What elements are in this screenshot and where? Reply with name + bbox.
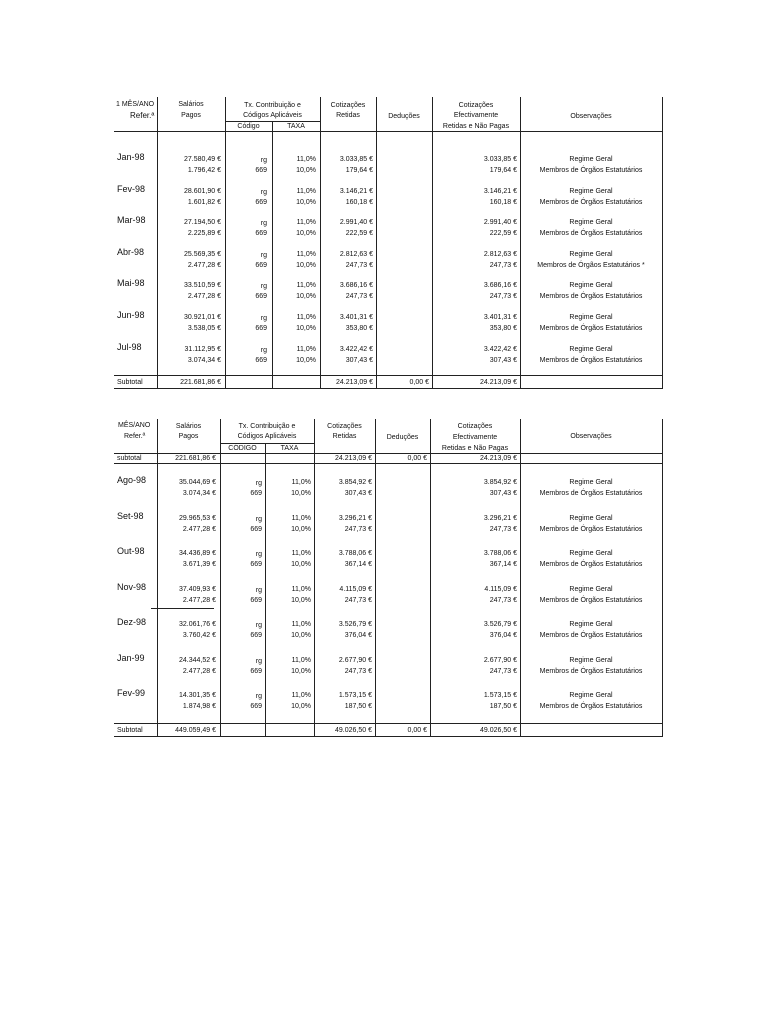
row-effective-2: 367,14 € [489, 561, 517, 568]
grid-line [520, 419, 521, 737]
row-observation-1: Regime Geral [569, 656, 613, 664]
row-rate-1: 11,0% [296, 345, 316, 353]
row-salary-1: 35.044,69 € [179, 479, 216, 486]
row-month: Jun-98 [117, 310, 145, 320]
subtotal-effective: 49.026,50 € [480, 727, 517, 734]
carry-label: subtotal [117, 455, 142, 462]
row-rate-1: 11,0% [291, 621, 311, 628]
row-effective-2: 222,59 € [489, 230, 517, 238]
row-salary-1: 33.510,59 € [184, 282, 221, 290]
row-observation-2: Membros de Órgãos Estatutários [539, 198, 643, 206]
row-rate-2: 10,0% [296, 230, 316, 238]
row-salary-2: 2.225,89 € [187, 230, 221, 238]
row-effective-2: 160,18 € [489, 198, 517, 206]
row-withheld-1: 4.115,09 € [339, 585, 372, 593]
row-month: Jan-98 [117, 152, 145, 162]
row-month: Dez-98 [117, 617, 147, 627]
row-withheld-1: 3.033,85 € [339, 156, 373, 163]
grid-line [114, 463, 662, 464]
row-code-2: 669 [250, 596, 262, 604]
row-effective-1: 3.686,16 € [483, 282, 517, 290]
row-observation-2: Membros de Órgãos Estatutários [539, 356, 643, 364]
row-withheld-1: 3.854,92 € [338, 479, 372, 486]
row-salary-1: 32.061,76 € [179, 621, 216, 628]
row-rate-2: 10,0% [291, 667, 311, 675]
header-effective-3: Retidas e Não Pagas [441, 445, 509, 452]
grid-line [114, 388, 662, 389]
header-code: Código [237, 123, 260, 130]
row-rate-1: 11,0% [291, 550, 311, 557]
row-observation-2: Membros de Órgãos Estatutários [539, 632, 643, 639]
row-rate-2: 10,0% [296, 325, 316, 332]
row-effective-2: 247,73 € [489, 667, 517, 675]
row-withheld-1: 1.573,15 € [338, 692, 372, 699]
header-withheld: Cotizações [327, 423, 362, 430]
row-salary-1: 37.409,93 € [179, 585, 216, 593]
row-code-2: 669 [255, 198, 267, 206]
header-withheld-2: Retidas [336, 112, 360, 119]
header-rate: TAXA [287, 123, 305, 130]
row-observation-2: Membros de Órgãos Estatutários [539, 325, 643, 332]
row-observation-2: Membros de Órgãos Estatutários * [537, 261, 645, 269]
row-effective-1: 3.526,79 € [483, 621, 517, 628]
contributions-table-1 [114, 97, 662, 389]
row-withheld-2: 367,14 € [344, 561, 372, 568]
row-code-1: rg [260, 251, 267, 259]
row-code-2: 669 [255, 230, 267, 238]
row-observation-1: Regime Geral [569, 692, 613, 699]
row-month: Ago-98 [117, 475, 147, 485]
row-observation-2: Membros de Órgãos Estatutários [539, 490, 643, 497]
row-withheld-2: 179,64 € [345, 167, 373, 174]
row-observation-1: Regime Geral [569, 345, 613, 353]
grid-line [220, 419, 221, 737]
row-code-1: rg [260, 188, 267, 196]
subtotal-deductions: 0,00 € [409, 379, 429, 386]
row-salary-2: 3.671,39 € [182, 561, 216, 568]
row-code-2: 669 [255, 325, 267, 332]
row-code-1: rg [255, 480, 262, 487]
row-withheld-1: 3.296,21 € [338, 514, 372, 522]
row-rate-2: 10,0% [296, 356, 316, 364]
row-effective-2: 179,64 € [489, 167, 517, 174]
row-effective-2: 187,50 € [489, 703, 517, 710]
row-code-2: 669 [250, 561, 262, 568]
row-withheld-1: 3.526,79 € [338, 621, 372, 628]
row-rate-2: 10,0% [291, 525, 311, 533]
row-code-2: 669 [255, 293, 267, 301]
row-observation-1: Regime Geral [569, 585, 613, 593]
row-withheld-2: 160,18 € [345, 198, 373, 206]
row-rate-1: 11,0% [291, 585, 311, 593]
row-code-1: rg [260, 157, 267, 164]
grid-line [114, 723, 662, 724]
row-effective-1: 3.854,92 € [483, 479, 517, 486]
row-observation-2: Membros de Órgãos Estatutários [539, 703, 643, 710]
row-effective-2: 247,73 € [489, 293, 517, 301]
header-tax: Tx. Contribuição e [238, 423, 296, 430]
header-month: MÊS/ANO [118, 422, 151, 429]
row-observation-2: Membros de Órgãos Estatutários [539, 525, 643, 533]
grid-line [114, 736, 662, 737]
grid-line [375, 419, 376, 737]
header-code: CÓDIGO [228, 445, 257, 452]
grid-line [157, 419, 158, 737]
carry-effective: 24.213,09 € [480, 455, 517, 462]
row-withheld-2: 247,73 € [345, 293, 373, 301]
row-withheld-1: 2.991,40 € [339, 219, 373, 227]
row-salary-2: 1.601,82 € [187, 198, 221, 206]
header-salaries: Salários [178, 101, 204, 108]
grid-line [662, 419, 663, 737]
row-effective-2: 247,73 € [489, 525, 517, 533]
row-withheld-1: 2.677,90 € [338, 656, 372, 664]
row-observation-1: Regime Geral [569, 314, 613, 321]
row-month: Fev-99 [117, 688, 146, 698]
row-withheld-2: 376,04 € [344, 632, 372, 639]
row-rate-1: 11,0% [291, 692, 311, 699]
row-observation-2: Membros de Órgãos Estatutários [539, 167, 643, 174]
header-month-ref: Refer.ª [130, 111, 155, 120]
grid-line [151, 608, 214, 609]
row-salary-2: 3.074,34 € [187, 356, 221, 364]
row-salary-1: 25.569,35 € [184, 250, 221, 258]
row-effective-1: 2.991,40 € [483, 219, 517, 227]
row-effective-1: 3.033,85 € [483, 156, 517, 163]
row-withheld-1: 3.401,31 € [339, 314, 373, 321]
header-salaries: Salários [175, 423, 202, 430]
row-salary-1: 28.601,90 € [184, 187, 221, 195]
row-withheld-2: 187,50 € [344, 703, 372, 710]
row-salary-1: 30.921,01 € [184, 314, 221, 321]
row-withheld-2: 222,59 € [345, 230, 373, 238]
row-code-1: rg [260, 315, 267, 322]
header-tax-codes: Códigos Aplicáveis [237, 433, 297, 440]
row-rate-1: 11,0% [291, 479, 311, 486]
row-salary-1: 34.436,89 € [179, 550, 216, 557]
row-salary-1: 14.301,35 € [179, 692, 216, 699]
header-month-ref: Refer.ª [124, 433, 146, 440]
subtotal-withheld: 49.026,50 € [335, 727, 372, 734]
grid-line [662, 97, 663, 389]
row-code-2: 669 [255, 356, 267, 364]
row-observation-1: Regime Geral [569, 219, 613, 227]
row-observation-2: Membros de Órgãos Estatutários [539, 561, 643, 568]
header-effective-3: Retidas e Não Pagas [442, 123, 510, 130]
row-withheld-2: 247,73 € [345, 261, 373, 269]
subtotal-effective: 24.213,09 € [480, 379, 517, 386]
header-observations: Observações [570, 433, 612, 440]
header-effective: Cotizações [457, 423, 493, 430]
row-salary-2: 1.796,42 € [187, 167, 221, 174]
subtotal-deductions: 0,00 € [407, 727, 427, 734]
row-month: Out-98 [117, 546, 145, 556]
row-withheld-2: 247,73 € [344, 596, 372, 604]
row-rate-2: 10,0% [291, 632, 311, 639]
row-effective-1: 2.812,63 € [483, 250, 517, 258]
row-rate-2: 10,0% [291, 490, 311, 497]
row-salary-1: 31.112,95 € [184, 345, 221, 353]
header-salaries-paid: Pagos [178, 433, 199, 440]
row-code-1: rg [260, 346, 267, 354]
subtotal-salaries: 449.059,49 € [175, 727, 216, 734]
row-rate-2: 10,0% [296, 293, 316, 301]
row-effective-1: 2.677,90 € [483, 656, 517, 664]
grid-line [114, 131, 662, 132]
row-rate-1: 11,0% [296, 314, 316, 321]
carry-salaries: 221.681,86 € [175, 455, 216, 462]
row-month: Jan-99 [117, 652, 145, 663]
row-withheld-1: 3.146,21 € [339, 187, 373, 195]
row-rate-1: 11,0% [291, 514, 311, 522]
row-observation-1: Regime Geral [569, 156, 613, 163]
row-observation-1: Regime Geral [569, 250, 613, 258]
subtotal-salaries: 221.681,86 € [180, 379, 221, 386]
carry-withheld: 24.213,09 € [335, 455, 372, 462]
subtotal-label: Subtotal [117, 727, 143, 734]
row-code-1: rg [260, 283, 267, 291]
row-rate-2: 10,0% [296, 198, 316, 206]
grid-line [376, 97, 377, 389]
carry-deductions: 0,00 € [407, 455, 427, 462]
row-observation-1: Regime Geral [569, 282, 613, 290]
grid-line [114, 375, 662, 376]
row-withheld-1: 2.812,63 € [339, 250, 373, 258]
row-code-1: rg [255, 693, 262, 700]
row-salary-2: 2.477,28 € [182, 667, 216, 675]
row-rate-1: 11,0% [296, 282, 316, 290]
row-code-1: rg [255, 551, 262, 558]
contributions-table-2 [114, 419, 662, 737]
row-salary-1: 27.580,49 € [184, 156, 221, 163]
row-code-2: 669 [255, 167, 267, 174]
row-rate-1: 11,0% [296, 219, 316, 227]
row-withheld-1: 3.422,42 € [339, 345, 373, 353]
row-salary-2: 2.477,28 € [187, 261, 221, 269]
header-tax-codes: Códigos Aplicáveis [243, 112, 302, 119]
header-effective-2: Efectivamente [453, 112, 499, 119]
row-month: Set-98 [117, 510, 144, 521]
row-month: Nov-98 [117, 581, 147, 592]
row-effective-1: 3.296,21 € [483, 514, 517, 522]
header-salaries-paid: Pagos [181, 112, 201, 119]
row-withheld-1: 3.686,16 € [339, 282, 373, 290]
row-effective-1: 3.146,21 € [483, 187, 517, 195]
row-rate-2: 10,0% [296, 167, 316, 174]
row-code-1: rg [255, 515, 262, 523]
row-effective-1: 1.573,15 € [483, 692, 517, 699]
row-month: Mai-98 [117, 278, 145, 289]
row-month: Mar-98 [117, 215, 146, 226]
row-rate-2: 10,0% [291, 596, 311, 604]
row-rate-2: 10,0% [291, 561, 311, 568]
row-code-2: 669 [250, 667, 262, 675]
row-observation-1: Regime Geral [569, 187, 613, 195]
row-observation-1: Regime Geral [569, 479, 613, 486]
row-effective-2: 307,43 € [489, 490, 517, 497]
subtotal-label: Subtotal [117, 379, 143, 386]
row-observation-2: Membros de Órgãos Estatutários [539, 230, 643, 238]
row-salary-2: 2.477,28 € [182, 596, 216, 604]
row-effective-2: 307,43 € [489, 356, 517, 364]
header-withheld-2: Retidas [332, 433, 357, 440]
header-tax: Tx. Contribuição e [244, 102, 301, 109]
row-observation-2: Membros de Órgãos Estatutários [539, 667, 643, 675]
row-code-1: rg [255, 622, 262, 629]
row-salary-2: 3.538,05 € [187, 325, 221, 332]
header-deductions: Deduções [386, 434, 419, 441]
header-effective: Cotizações [458, 102, 494, 109]
row-salary-2: 3.074,34 € [182, 490, 216, 497]
row-code-2: 669 [250, 632, 262, 639]
row-effective-1: 3.422,42 € [483, 345, 517, 353]
row-observation-1: Regime Geral [569, 621, 613, 628]
row-salary-1: 27.194,50 € [184, 219, 221, 227]
row-withheld-2: 247,73 € [344, 525, 372, 533]
header-month: 1 MÊS/ANO [116, 101, 155, 108]
header-deductions: Deduções [388, 113, 420, 120]
row-withheld-2: 353,80 € [345, 325, 373, 332]
subtotal-withheld: 24.213,09 € [336, 379, 373, 386]
row-month: Jul-98 [117, 341, 142, 352]
grid-line [430, 419, 431, 737]
row-salary-2: 2.477,28 € [187, 293, 221, 301]
row-code-1: rg [255, 657, 262, 665]
row-salary-1: 29.965,53 € [179, 514, 216, 522]
row-rate-1: 11,0% [296, 187, 316, 195]
row-rate-1: 11,0% [291, 656, 311, 664]
row-salary-2: 1.874,98 € [182, 703, 216, 710]
row-observation-2: Membros de Órgãos Estatutários [539, 293, 643, 301]
row-effective-2: 247,73 € [489, 261, 517, 269]
row-salary-2: 3.760,42 € [182, 632, 216, 639]
row-month: Fev-98 [117, 183, 146, 194]
row-withheld-2: 307,43 € [345, 356, 373, 364]
row-observation-1: Regime Geral [569, 514, 613, 522]
row-code-2: 669 [250, 525, 262, 533]
header-observations: Observações [570, 113, 612, 120]
row-effective-2: 353,80 € [489, 325, 517, 332]
row-effective-2: 247,73 € [489, 596, 517, 604]
row-effective-1: 3.401,31 € [483, 314, 517, 321]
row-code-2: 669 [255, 261, 267, 269]
row-code-1: rg [255, 586, 262, 594]
row-withheld-2: 307,43 € [344, 490, 372, 497]
row-code-1: rg [260, 220, 267, 228]
row-observation-2: Membros de Órgãos Estatutários [539, 596, 643, 604]
row-code-2: 669 [250, 490, 262, 497]
row-month: Abr-98 [117, 246, 145, 257]
grid-line [314, 419, 315, 737]
row-effective-2: 376,04 € [489, 632, 517, 639]
row-withheld-2: 247,73 € [344, 667, 372, 675]
row-rate-1: 11,0% [296, 250, 316, 258]
row-rate-2: 10,0% [296, 261, 316, 269]
row-rate-2: 10,0% [291, 703, 311, 710]
header-effective-2: Efectivamente [452, 434, 498, 441]
row-rate-1: 11,0% [296, 156, 316, 163]
row-salary-1: 24.344,52 € [179, 656, 216, 664]
row-observation-1: Regime Geral [569, 550, 613, 557]
row-withheld-1: 3.788,06 € [338, 550, 372, 557]
row-effective-1: 3.788,06 € [483, 550, 517, 557]
row-code-2: 669 [250, 703, 262, 710]
header-rate: TAXA [280, 445, 299, 452]
row-effective-1: 4.115,09 € [484, 585, 517, 593]
row-salary-2: 2.477,28 € [182, 525, 216, 533]
header-withheld: Cotizações [330, 102, 366, 109]
